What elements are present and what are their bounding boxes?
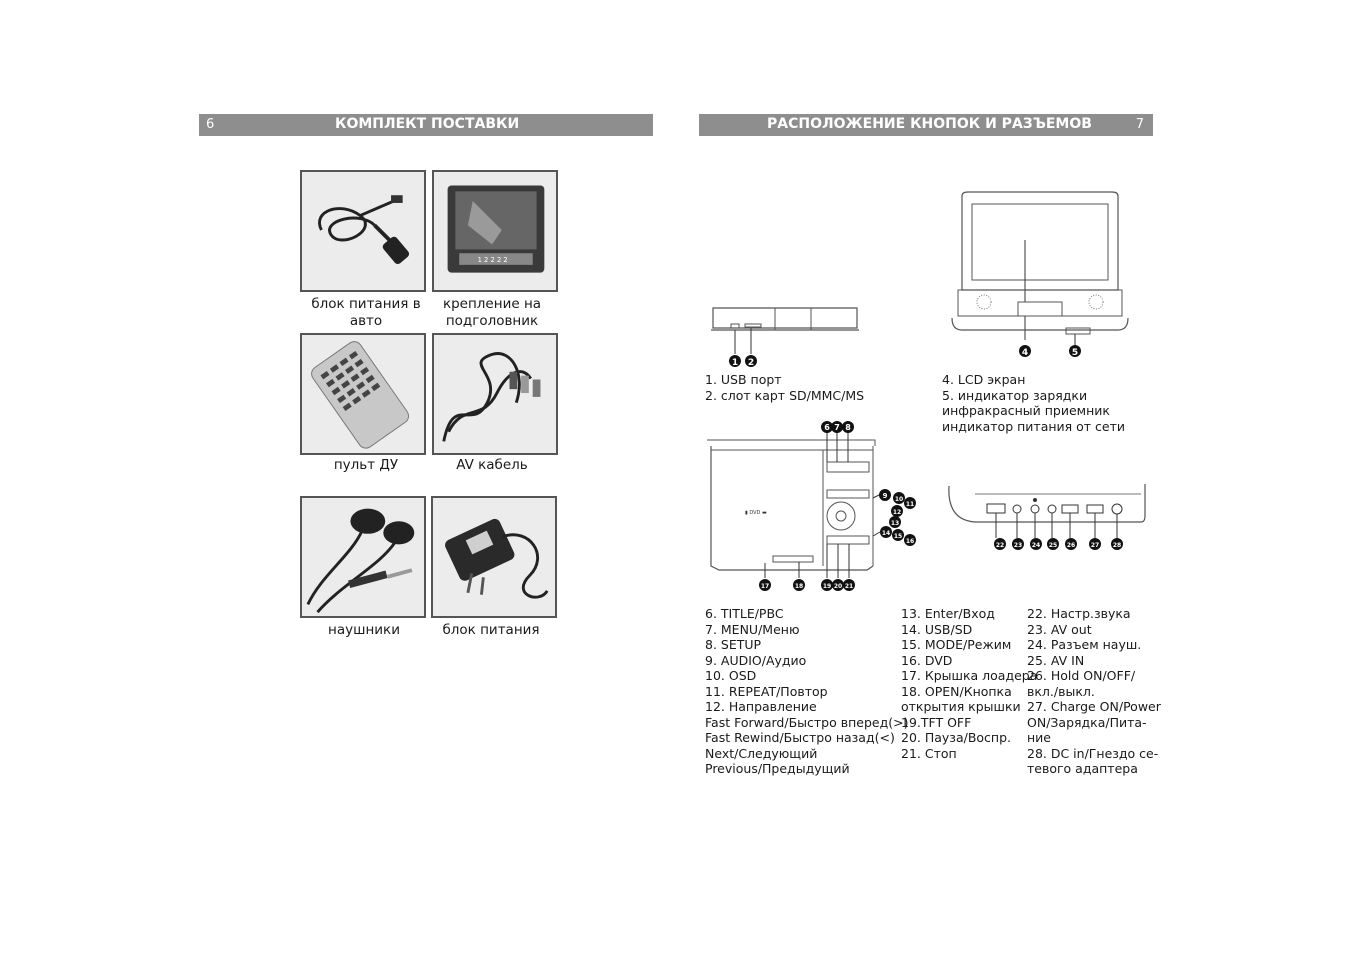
- legend-item: ON/Зарядка/Пита-: [1027, 714, 1147, 730]
- page-header-right: [699, 114, 1153, 136]
- legend-item: 26. Hold ON/OFF/: [1027, 668, 1136, 683]
- page-title: РАСПОЛОЖЕНИЕ КНОПОК И РАЗЪЕМОВ: [767, 116, 1092, 132]
- callout-20: 20: [833, 583, 843, 590]
- legend-item: 15. MODE/Режим: [901, 637, 1012, 652]
- legend-item: 22. Настр.звука: [1027, 606, 1131, 621]
- legend-item: 19.TFT OFF: [901, 714, 972, 730]
- svg-text:1 2 2 2 2: 1 2 2 2 2: [477, 255, 508, 264]
- headrest-mount-icon: [434, 172, 556, 290]
- callout-1: 1: [731, 358, 739, 368]
- callout-27: 27: [1090, 542, 1100, 549]
- legend-item: вкл./выкл.: [1027, 683, 1095, 699]
- callout-25: 25: [1048, 542, 1058, 549]
- legend-item: 16. DVD: [901, 652, 953, 668]
- legend-item: 11. REPEAT/Повтор: [705, 683, 828, 699]
- legend-item: 8. SETUP: [705, 637, 762, 652]
- callout-28: 28: [1112, 542, 1122, 549]
- legend-item: 13. Enter/Вход: [901, 606, 995, 621]
- page-header-left: [199, 114, 653, 136]
- av-cable-icon: [434, 335, 556, 453]
- callout-2: 2: [747, 358, 755, 368]
- legend-item: открытия крышки: [901, 699, 1021, 714]
- callout-10: 10: [894, 496, 904, 503]
- callout-22: 22: [995, 542, 1005, 549]
- callout-14: 14: [881, 530, 891, 537]
- legend-item: 20. Пауза/Воспр.: [901, 730, 1012, 745]
- callout-21: 21: [844, 583, 854, 590]
- caption-headrest-mount: крепление на подголовник: [442, 296, 542, 329]
- legend-item: 10. OSD: [705, 668, 757, 683]
- caption-earphones: наушники: [328, 622, 400, 638]
- page-number: 7: [1135, 117, 1144, 132]
- legend-item: 17. Крышка лоадера: [901, 668, 1038, 683]
- side-ports-diagram: [945, 480, 1150, 555]
- label-charge-indicator: 5. индикатор зарядки: [942, 387, 1088, 403]
- legend-item: 9. AUDIO/Аудио: [705, 652, 807, 668]
- legend-item: Previous/Предыдущий: [705, 761, 850, 776]
- callout-9: 9: [882, 492, 888, 500]
- legend-item: 21. Стоп: [901, 745, 957, 761]
- av-cable-photo: [432, 333, 558, 455]
- legend-col-3: [1027, 606, 1161, 777]
- callout-12: 12: [892, 509, 902, 516]
- car-charger-photo: [300, 170, 426, 292]
- legend-item: 6. TITLE/PBC: [705, 606, 784, 621]
- earphones-photo: [300, 496, 426, 618]
- legend-item: 27. Charge ON/Power: [1027, 699, 1161, 714]
- callout-4: 4: [1021, 348, 1029, 358]
- legend-item: тевого адаптера: [1027, 761, 1138, 776]
- legend-col-2: [901, 606, 1037, 761]
- legend-item: 28. DC in/Гнездо се-: [1027, 745, 1159, 761]
- label-usb-port: 1. USB порт: [705, 372, 782, 387]
- page-number: 6: [206, 117, 215, 132]
- label-power-indicator: индикатор питания от сети: [942, 418, 1126, 434]
- callout-17: 17: [760, 583, 770, 590]
- callout-13: 13: [890, 520, 900, 527]
- earphones-icon: [302, 498, 424, 616]
- legend-item: 7. MENU/Меню: [705, 621, 800, 637]
- page-title: КОМПЛЕКТ ПОСТАВКИ: [335, 116, 520, 132]
- legend-item: 23. AV out: [1027, 621, 1092, 637]
- front-labels: [705, 372, 864, 403]
- screen-diagram: [948, 190, 1133, 360]
- callout-7: 7: [834, 423, 840, 432]
- legend-item: 25. AV IN: [1027, 652, 1085, 668]
- top-panel-diagram: [703, 418, 923, 596]
- front-edge-diagram: [705, 300, 865, 372]
- callout-16: 16: [905, 538, 915, 545]
- screen-labels: [942, 372, 1125, 434]
- power-adapter-photo: [431, 496, 557, 618]
- callout-18: 18: [794, 583, 804, 590]
- legend-item: Fast Rewind/Быстро назад(<): [705, 730, 895, 745]
- svg-text:▮ DVD ▬: ▮ DVD ▬: [745, 510, 767, 516]
- label-lcd: 4. LCD экран: [942, 372, 1026, 387]
- legend-col-1: [705, 606, 908, 777]
- caption-av-cable: AV кабель: [456, 457, 528, 473]
- callout-15: 15: [893, 533, 903, 540]
- callout-6: 6: [824, 423, 830, 432]
- caption-car-charger: блок питания в авто: [311, 296, 421, 329]
- legend-item: Fast Forward/Быстро вперед(>): [705, 714, 909, 730]
- legend-item: 18. OPEN/Кнопка: [901, 683, 1012, 699]
- callout-23: 23: [1013, 542, 1023, 549]
- callout-8: 8: [845, 423, 851, 432]
- remote-control-icon: [302, 335, 424, 453]
- power-adapter-icon: [433, 498, 555, 616]
- headrest-mount-photo: [432, 170, 558, 292]
- legend-item: 12. Направление: [705, 699, 817, 714]
- callout-5: 5: [1071, 348, 1079, 358]
- caption-remote: пульт ДУ: [333, 457, 399, 473]
- car-charger-icon: [302, 172, 424, 290]
- legend-item: Next/Следующий: [705, 745, 818, 761]
- remote-photo: [300, 333, 426, 455]
- callout-19: 19: [822, 583, 832, 590]
- caption-power-adapter: блок питания: [442, 622, 540, 638]
- legend-item: ние: [1027, 730, 1051, 745]
- callout-11: 11: [905, 501, 915, 508]
- legend-item: 24. Разъем науш.: [1027, 637, 1142, 652]
- callout-26: 26: [1066, 542, 1076, 549]
- callout-24: 24: [1031, 542, 1041, 549]
- label-card-slot: 2. слот карт SD/MMC/MS: [705, 387, 865, 403]
- label-ir-receiver: инфракрасный приемник: [942, 403, 1110, 418]
- legend-item: 14. USB/SD: [901, 621, 973, 637]
